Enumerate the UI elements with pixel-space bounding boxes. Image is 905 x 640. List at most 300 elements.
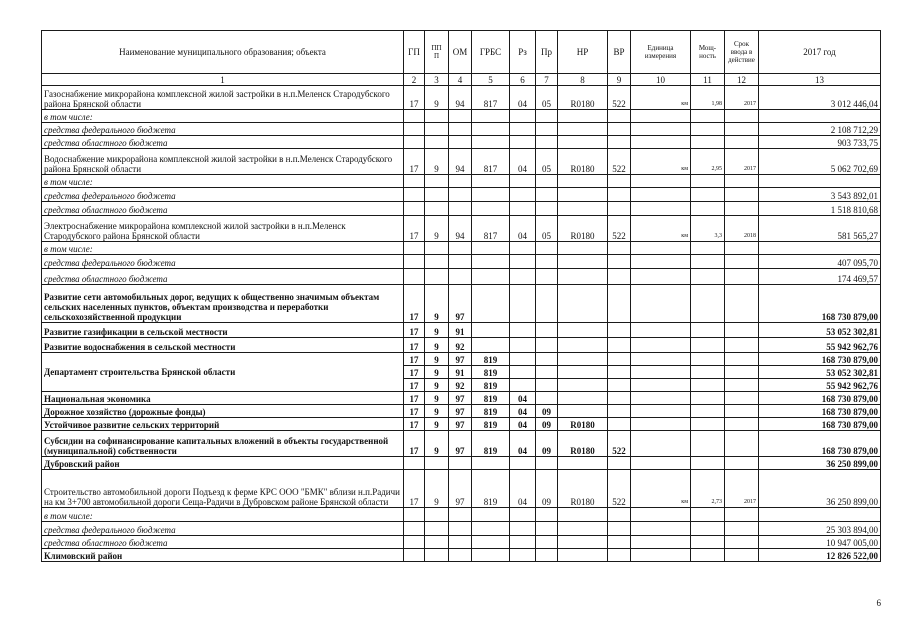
cell-term: [725, 338, 759, 353]
cell-gp: 17: [404, 418, 425, 431]
table-row: [42, 242, 881, 255]
cell-vr: [608, 338, 631, 353]
cell-power: 1,98: [691, 86, 725, 110]
cell-gp: [404, 522, 425, 536]
table-row: [42, 86, 881, 110]
table-row: [42, 285, 881, 323]
cell-gp: 17: [404, 405, 425, 418]
cell-vr: [608, 353, 631, 366]
row-name: средства областного бюджета: [42, 202, 404, 216]
table-body: [42, 86, 881, 562]
cell-om: 97: [449, 431, 472, 457]
cell-gp: [404, 175, 425, 188]
cell-gp: 17: [404, 470, 425, 508]
cell-unit: [631, 353, 691, 366]
cell-term: [725, 269, 759, 285]
cell-grbs: [472, 188, 510, 202]
cell-nr: [558, 188, 608, 202]
cell-term: 2017: [725, 86, 759, 110]
cell-term: 2017: [725, 149, 759, 175]
cell-amount: 407 095,70: [759, 255, 881, 269]
col-number: 12: [725, 74, 759, 86]
cell-gp: 17: [404, 379, 425, 392]
cell-gp: [404, 136, 425, 149]
row-name: средства федерального бюджета: [42, 255, 404, 269]
header-year: 2017 год: [759, 31, 881, 74]
cell-grbs: 819: [472, 405, 510, 418]
row-name: средства областного бюджета: [42, 269, 404, 285]
cell-unit: [631, 522, 691, 536]
cell-rz: 04: [510, 405, 536, 418]
cell-rz: 04: [510, 149, 536, 175]
cell-unit: [631, 323, 691, 338]
cell-pgp: 9: [425, 379, 449, 392]
cell-pr: [536, 508, 558, 522]
cell-amount: [759, 175, 881, 188]
cell-vr: [608, 242, 631, 255]
cell-nr: [558, 353, 608, 366]
cell-unit: [631, 188, 691, 202]
cell-term: [725, 353, 759, 366]
cell-pr: 09: [536, 431, 558, 457]
cell-pgp: [425, 110, 449, 123]
cell-pr: [536, 136, 558, 149]
cell-vr: [608, 175, 631, 188]
cell-pgp: 9: [425, 86, 449, 110]
cell-nr: [558, 366, 608, 379]
cell-amount: 10 947 005,00: [759, 536, 881, 549]
cell-rz: [510, 136, 536, 149]
cell-rz: [510, 175, 536, 188]
cell-term: [725, 536, 759, 549]
cell-pgp: [425, 136, 449, 149]
cell-gp: [404, 188, 425, 202]
cell-pgp: 9: [425, 431, 449, 457]
cell-term: [725, 123, 759, 136]
header-pr: Пр: [536, 31, 558, 74]
cell-rz: [510, 323, 536, 338]
header-term: Срок ввода в действие: [725, 31, 759, 74]
table-row: [42, 175, 881, 188]
cell-pr: [536, 242, 558, 255]
cell-gp: 17: [404, 431, 425, 457]
cell-unit: [631, 536, 691, 549]
col-number: 2: [404, 74, 425, 86]
budget-table: [41, 30, 881, 562]
cell-vr: 522: [608, 216, 631, 242]
cell-vr: [608, 366, 631, 379]
cell-pr: [536, 392, 558, 405]
cell-vr: [608, 405, 631, 418]
cell-grbs: [472, 457, 510, 470]
table-row: [42, 269, 881, 285]
cell-amount: 2 108 712,29: [759, 123, 881, 136]
cell-pr: [536, 123, 558, 136]
cell-pgp: 9: [425, 285, 449, 323]
cell-unit: [631, 110, 691, 123]
row-name: средства областного бюджета: [42, 136, 404, 149]
cell-rz: [510, 508, 536, 522]
table-row: [42, 405, 881, 418]
cell-om: [449, 110, 472, 123]
cell-amount: [759, 242, 881, 255]
cell-pr: 09: [536, 470, 558, 508]
row-name: средства областного бюджета: [42, 536, 404, 549]
row-name: Развитие водоснабжения в сельской местности: [42, 338, 404, 353]
cell-pr: [536, 338, 558, 353]
cell-unit: [631, 255, 691, 269]
cell-rz: [510, 366, 536, 379]
cell-om: 97: [449, 418, 472, 431]
row-name: Строительство автомобильной дороги Подъезд к ферме КРС ООО "БМК" вблизи н.п.Радичи на км 3+700 автомобильной дороги Сеща-Радичи в Дубровском районе Брянской области: [42, 470, 404, 508]
table-row: [42, 522, 881, 536]
cell-power: 2,73: [691, 470, 725, 508]
cell-term: [725, 392, 759, 405]
cell-nr: R0180: [558, 431, 608, 457]
col-number: 4: [449, 74, 472, 86]
cell-term: [725, 110, 759, 123]
cell-gp: [404, 457, 425, 470]
cell-nr: [558, 136, 608, 149]
cell-unit: [631, 136, 691, 149]
cell-amount: 168 730 879,00: [759, 353, 881, 366]
cell-pr: 05: [536, 149, 558, 175]
cell-amount: 168 730 879,00: [759, 431, 881, 457]
cell-vr: [608, 188, 631, 202]
cell-power: [691, 285, 725, 323]
row-name: Газоснабжение микрорайона комплексной жилой застройки в н.п.Меленск Стародубского района Брянской области: [42, 86, 404, 110]
cell-term: [725, 202, 759, 216]
cell-grbs: [472, 242, 510, 255]
cell-term: [725, 366, 759, 379]
cell-rz: [510, 123, 536, 136]
cell-om: 97: [449, 392, 472, 405]
cell-gp: 17: [404, 323, 425, 338]
cell-rz: [510, 536, 536, 549]
cell-unit: [631, 285, 691, 323]
cell-power: [691, 457, 725, 470]
cell-amount: 55 942 962,76: [759, 338, 881, 353]
cell-vr: [608, 522, 631, 536]
col-number: 1: [42, 74, 404, 86]
col-number: 11: [691, 74, 725, 86]
cell-power: [691, 405, 725, 418]
cell-pgp: 9: [425, 149, 449, 175]
cell-term: [725, 175, 759, 188]
cell-vr: [608, 418, 631, 431]
cell-amount: 168 730 879,00: [759, 418, 881, 431]
cell-nr: R0180: [558, 149, 608, 175]
cell-pr: [536, 379, 558, 392]
cell-power: [691, 323, 725, 338]
header-name: Наименование муниципального образования; объекта: [42, 31, 404, 74]
cell-vr: [608, 255, 631, 269]
cell-vr: [608, 269, 631, 285]
cell-gp: [404, 269, 425, 285]
cell-om: 92: [449, 379, 472, 392]
cell-pr: [536, 522, 558, 536]
cell-rz: [510, 549, 536, 562]
cell-vr: 522: [608, 470, 631, 508]
cell-amount: 5 062 702,69: [759, 149, 881, 175]
cell-om: 97: [449, 285, 472, 323]
row-name: Дорожное хозяйство (дорожные фонды): [42, 405, 404, 418]
cell-term: [725, 323, 759, 338]
row-name: средства федерального бюджета: [42, 188, 404, 202]
cell-grbs: 819: [472, 353, 510, 366]
header-power: Мощ- ность: [691, 31, 725, 74]
col-number: 10: [631, 74, 691, 86]
cell-vr: [608, 549, 631, 562]
cell-unit: [631, 549, 691, 562]
table-row: [42, 549, 881, 562]
cell-nr: [558, 242, 608, 255]
header-om: ОМ: [449, 31, 472, 74]
cell-term: 2018: [725, 216, 759, 242]
row-name: Дубровский район: [42, 457, 404, 470]
cell-gp: [404, 255, 425, 269]
cell-term: [725, 255, 759, 269]
cell-nr: [558, 110, 608, 123]
cell-rz: [510, 379, 536, 392]
cell-term: [725, 136, 759, 149]
cell-om: 94: [449, 216, 472, 242]
cell-grbs: [472, 136, 510, 149]
cell-vr: [608, 508, 631, 522]
cell-unit: [631, 269, 691, 285]
cell-vr: [608, 136, 631, 149]
cell-om: [449, 202, 472, 216]
cell-term: [725, 405, 759, 418]
cell-om: 91: [449, 366, 472, 379]
cell-om: [449, 136, 472, 149]
cell-unit: км: [631, 470, 691, 508]
cell-term: [725, 418, 759, 431]
cell-vr: [608, 202, 631, 216]
cell-om: [449, 188, 472, 202]
cell-vr: 522: [608, 86, 631, 110]
cell-rz: [510, 202, 536, 216]
cell-power: [691, 418, 725, 431]
table-row: [42, 508, 881, 522]
cell-pgp: 9: [425, 338, 449, 353]
cell-power: [691, 123, 725, 136]
cell-pgp: [425, 255, 449, 269]
cell-term: [725, 508, 759, 522]
row-name: Водоснабжение микрорайона комплексной жилой застройки в н.п.Меленск Стародубского района Брянской области: [42, 149, 404, 175]
cell-nr: [558, 522, 608, 536]
cell-power: [691, 549, 725, 562]
cell-power: [691, 508, 725, 522]
cell-amount: 55 942 962,76: [759, 379, 881, 392]
cell-om: [449, 242, 472, 255]
cell-rz: [510, 269, 536, 285]
cell-gp: 17: [404, 216, 425, 242]
cell-om: [449, 457, 472, 470]
cell-nr: [558, 269, 608, 285]
cell-amount: 168 730 879,00: [759, 405, 881, 418]
cell-nr: [558, 175, 608, 188]
cell-nr: [558, 202, 608, 216]
cell-power: [691, 110, 725, 123]
cell-nr: R0180: [558, 86, 608, 110]
cell-om: 94: [449, 149, 472, 175]
cell-om: [449, 508, 472, 522]
cell-unit: [631, 202, 691, 216]
cell-nr: [558, 457, 608, 470]
table-row: [42, 418, 881, 431]
table-row: [42, 431, 881, 457]
cell-nr: [558, 536, 608, 549]
cell-pgp: 9: [425, 392, 449, 405]
cell-grbs: [472, 508, 510, 522]
table-row: [42, 216, 881, 242]
cell-rz: [510, 255, 536, 269]
cell-grbs: [472, 123, 510, 136]
cell-power: 3,3: [691, 216, 725, 242]
cell-nr: [558, 405, 608, 418]
table-row: [42, 323, 881, 338]
cell-grbs: 819: [472, 392, 510, 405]
cell-amount: 1 518 810,68: [759, 202, 881, 216]
cell-power: [691, 175, 725, 188]
cell-power: [691, 353, 725, 366]
row-name: в том числе:: [42, 175, 404, 188]
cell-grbs: 819: [472, 431, 510, 457]
cell-rz: 04: [510, 470, 536, 508]
cell-pr: [536, 366, 558, 379]
cell-term: [725, 522, 759, 536]
row-name: в том числе:: [42, 242, 404, 255]
table-row: [42, 188, 881, 202]
cell-unit: [631, 379, 691, 392]
cell-nr: [558, 338, 608, 353]
cell-power: [691, 536, 725, 549]
cell-gp: 17: [404, 149, 425, 175]
cell-rz: [510, 522, 536, 536]
cell-power: [691, 431, 725, 457]
cell-pr: 05: [536, 216, 558, 242]
table-row: [42, 353, 881, 366]
cell-amount: 3 012 446,04: [759, 86, 881, 110]
table-row: [42, 457, 881, 470]
cell-grbs: [472, 285, 510, 323]
cell-grbs: [472, 175, 510, 188]
cell-pr: [536, 175, 558, 188]
cell-pgp: 9: [425, 470, 449, 508]
cell-rz: 04: [510, 418, 536, 431]
cell-gp: [404, 123, 425, 136]
cell-gp: 17: [404, 366, 425, 379]
cell-pgp: 9: [425, 216, 449, 242]
row-name: Субсидии на софинансирование капитальных вложений в объекты государственной (муниципальной) собственности: [42, 431, 404, 457]
cell-unit: [631, 123, 691, 136]
cell-gp: 17: [404, 338, 425, 353]
cell-vr: [608, 457, 631, 470]
page-number: 6: [876, 598, 881, 608]
cell-unit: [631, 366, 691, 379]
cell-pgp: 9: [425, 405, 449, 418]
cell-om: [449, 549, 472, 562]
cell-unit: [631, 338, 691, 353]
cell-om: [449, 255, 472, 269]
cell-gp: 17: [404, 86, 425, 110]
cell-grbs: 817: [472, 86, 510, 110]
cell-amount: 53 052 302,81: [759, 366, 881, 379]
cell-vr: [608, 536, 631, 549]
cell-pr: [536, 353, 558, 366]
row-name: в том числе:: [42, 110, 404, 123]
cell-term: [725, 188, 759, 202]
col-number: 6: [510, 74, 536, 86]
header-pgp: ПП П: [425, 31, 449, 74]
cell-term: [725, 379, 759, 392]
cell-vr: [608, 323, 631, 338]
row-name: средства федерального бюджета: [42, 522, 404, 536]
cell-nr: R0180: [558, 216, 608, 242]
cell-rz: 04: [510, 86, 536, 110]
col-number: 3: [425, 74, 449, 86]
cell-pr: 05: [536, 86, 558, 110]
cell-amount: 12 826 522,00: [759, 549, 881, 562]
cell-grbs: 817: [472, 216, 510, 242]
cell-nr: R0180: [558, 418, 608, 431]
cell-gp: [404, 508, 425, 522]
cell-gp: [404, 536, 425, 549]
table-row: [42, 255, 881, 269]
cell-grbs: 819: [472, 470, 510, 508]
row-name: Национальная экономика: [42, 392, 404, 405]
header-nr: НР: [558, 31, 608, 74]
cell-vr: [608, 123, 631, 136]
cell-pgp: [425, 457, 449, 470]
cell-om: 97: [449, 405, 472, 418]
cell-pgp: [425, 123, 449, 136]
cell-term: [725, 431, 759, 457]
cell-pgp: [425, 549, 449, 562]
cell-vr: 522: [608, 431, 631, 457]
cell-pr: [536, 188, 558, 202]
cell-unit: км: [631, 149, 691, 175]
cell-grbs: 819: [472, 379, 510, 392]
row-name: Устойчивое развитие сельских территорий: [42, 418, 404, 431]
cell-amount: 25 303 894,00: [759, 522, 881, 536]
cell-pr: [536, 202, 558, 216]
cell-amount: 3 543 892,01: [759, 188, 881, 202]
cell-om: [449, 269, 472, 285]
table-row: [42, 338, 881, 353]
cell-rz: [510, 285, 536, 323]
cell-power: [691, 338, 725, 353]
col-number: 13: [759, 74, 881, 86]
cell-term: [725, 242, 759, 255]
cell-pr: 09: [536, 405, 558, 418]
cell-amount: [759, 508, 881, 522]
cell-pgp: [425, 242, 449, 255]
cell-pgp: [425, 508, 449, 522]
cell-pr: [536, 269, 558, 285]
cell-nr: R0180: [558, 470, 608, 508]
cell-gp: [404, 110, 425, 123]
cell-unit: [631, 242, 691, 255]
cell-gp: 17: [404, 392, 425, 405]
cell-nr: [558, 549, 608, 562]
cell-pr: [536, 549, 558, 562]
cell-nr: [558, 123, 608, 136]
cell-gp: [404, 202, 425, 216]
cell-amount: 903 733,75: [759, 136, 881, 149]
cell-vr: [608, 392, 631, 405]
